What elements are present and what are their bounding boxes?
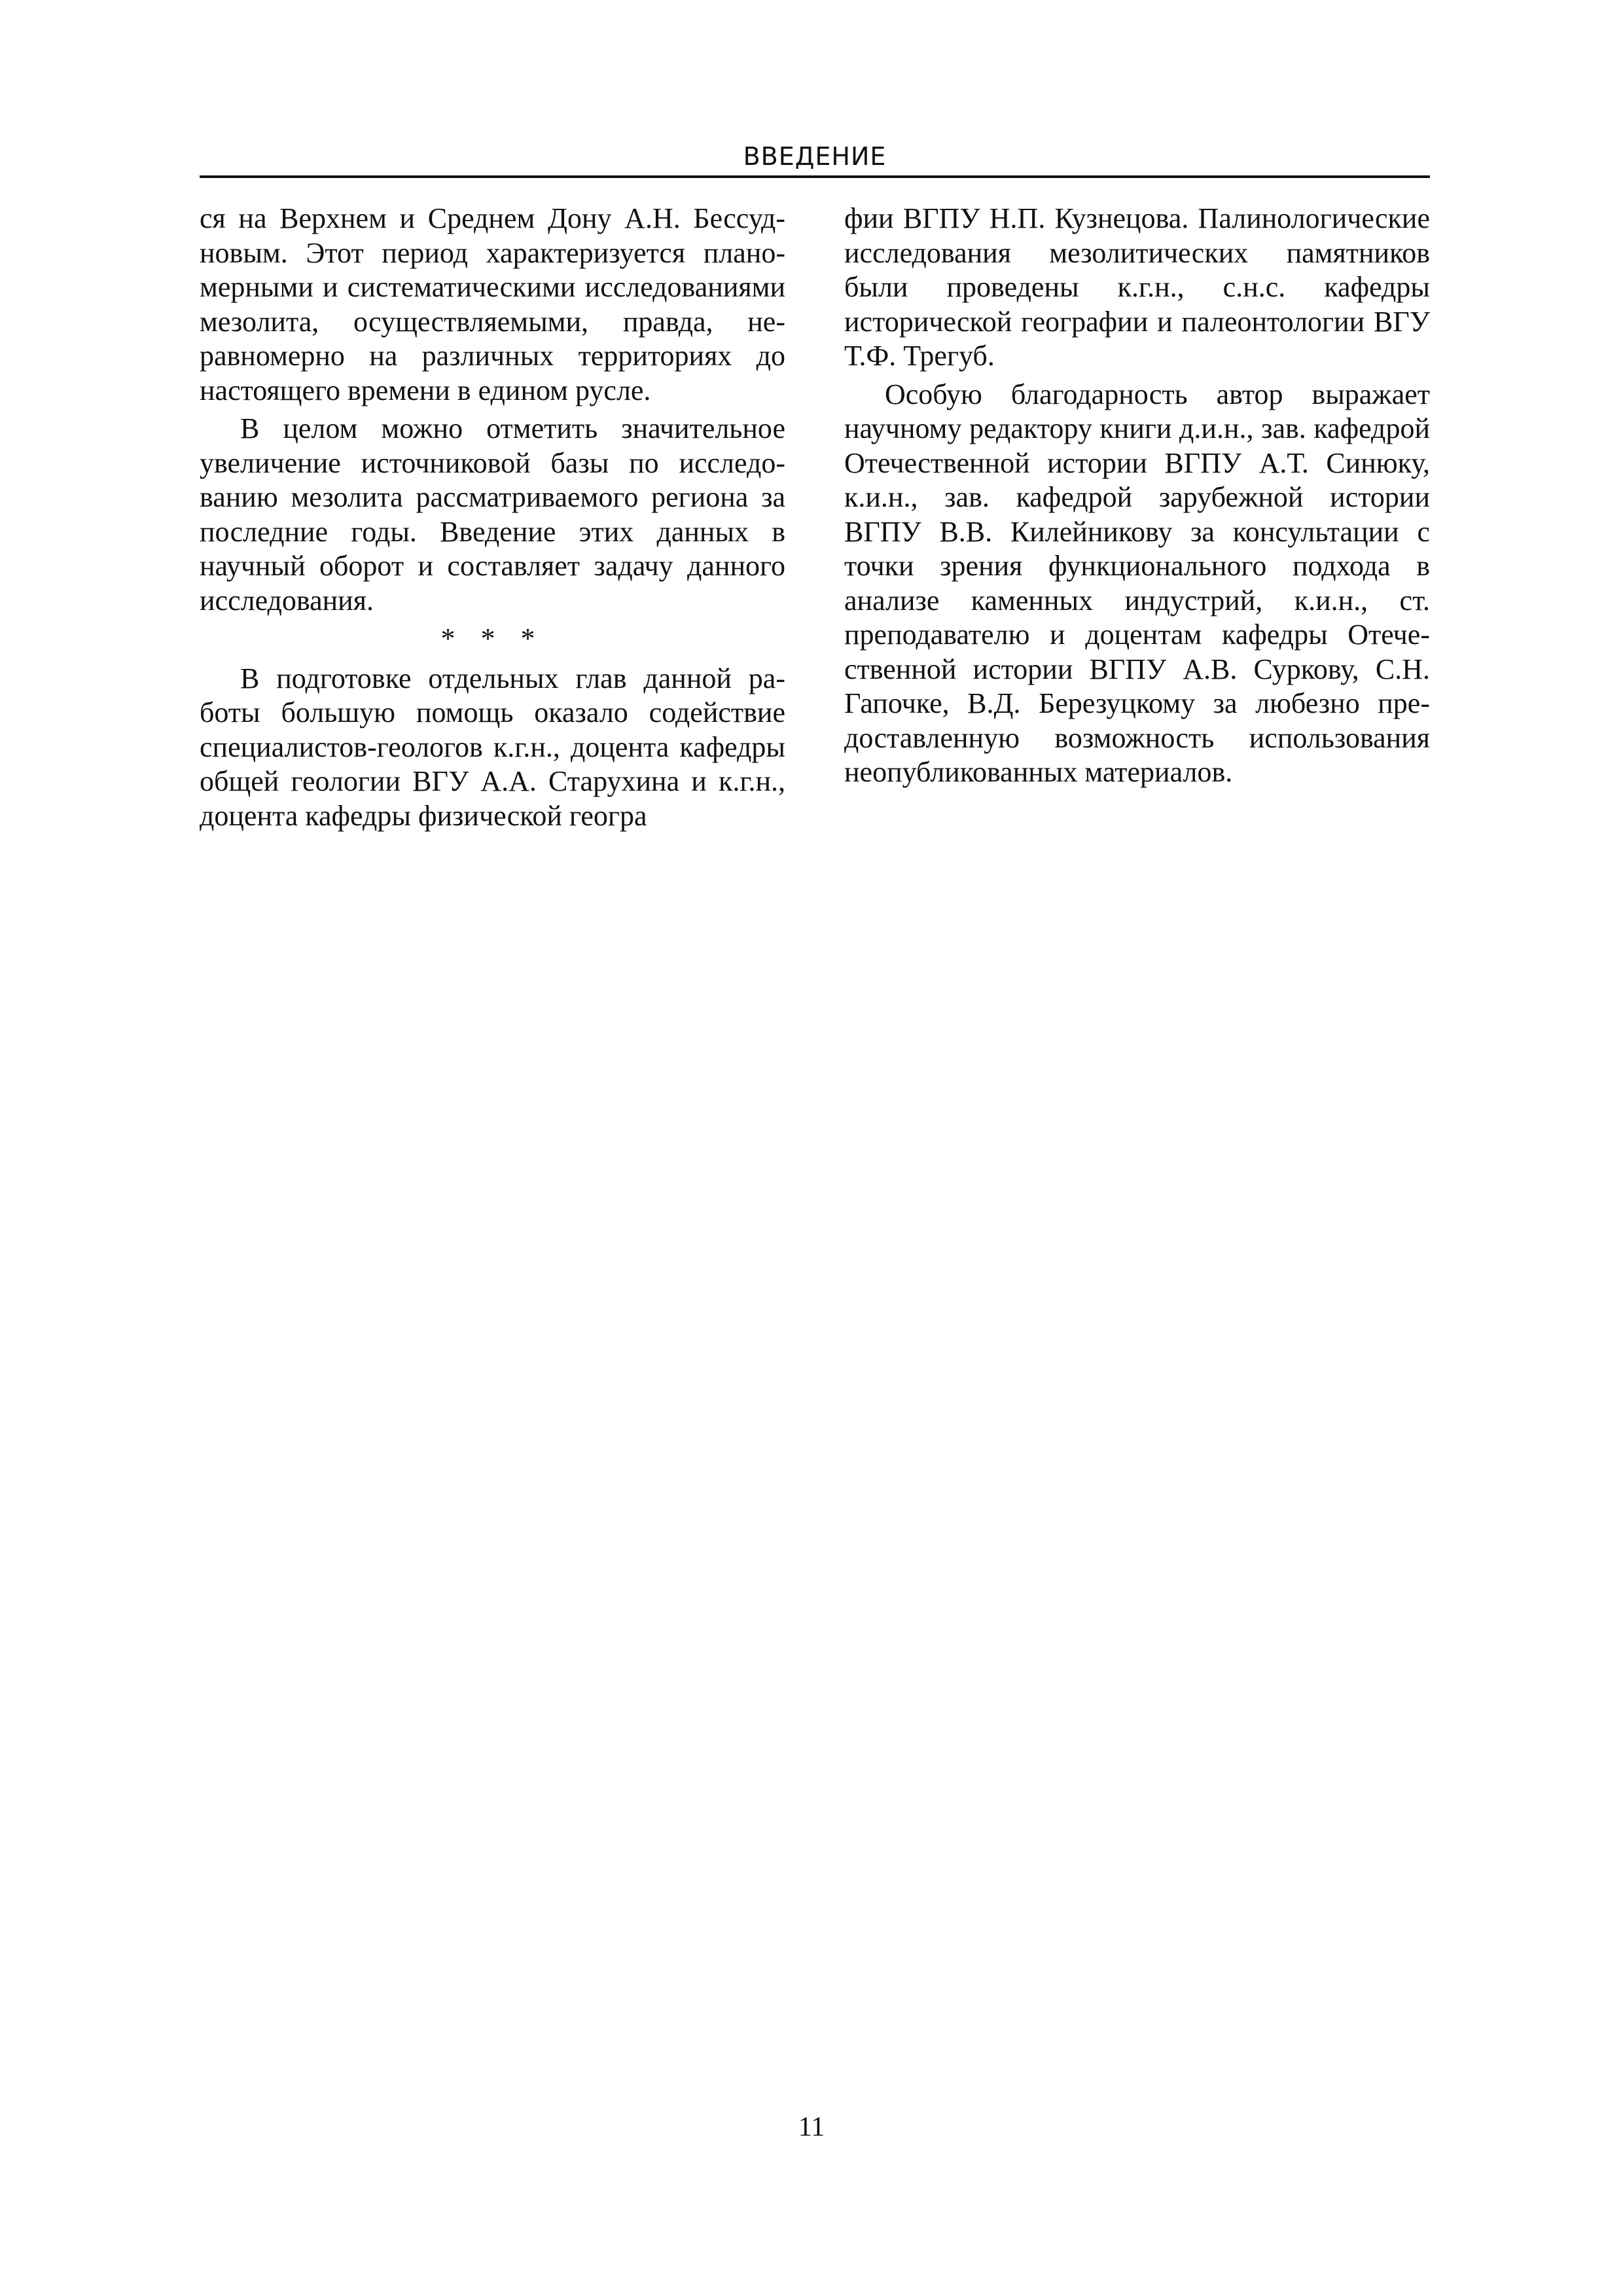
page-number: 11 [798,2112,825,2142]
paragraph-acknowledgements-cont: фии ВГПУ Н.П. Кузнецова. Палинологические исследования мезолитических памятников были проведены к.г.н., с.н.с. кафедры исторической географии и палеонтологии ВГУ Т.Ф. Трегуб. [844,202,1430,372]
right-column [844,202,1430,794]
section-divider: * * * [440,622,544,655]
paragraph-continuation: ся на Верхнем и Среднем Дону А.Н. Бессудновым. Этот период характеризуется планомерными и систематическими исследованиями мезолита, осуществляемыми, правда, неравномерно на различных территориях до настоящего времени в едином русле. [200,202,785,406]
header-rule [200,175,1430,178]
left-column [200,202,785,837]
running-title: ВВЕДЕНИЕ [743,142,887,171]
paragraph-special-thanks: Особую благодарность автор выражает научному редактору книги д.и.н., зав. кафедрой Отечественной истории ВГПУ А.Т. Синюку, к.и.н., зав. кафедрой зарубежной истории ВГПУ В.В. Килейникову за консультации с точки зрения функционального подхода в анализе каменных индустрий, к.и.н., ст. преподавателю и доцентам кафедры Отечественной истории ВГПУ А.В. Суркову, С.Н. Гапочке, В.Д. Березуцкому за любезно предоставленную возможность использования неопубликованных материалов. [844,378,1430,788]
paragraph-source-base: В целом можно отметить значительное увеличение источниковой базы по исследованию мезолита рассматриваемого региона за последние годы. Введение этих данных в научный оборот и составляет задачу данного исследования. [200,412,785,617]
paragraph-acknowledgements-start: В подготовке отдельных глав данной работы большую помощь оказало содействие специалистов-геологов к.г.н., доцента кафедры общей геологии ВГУ А.А. Старухина и к.г.н., доцента кафедры физической геогра [200,662,785,832]
